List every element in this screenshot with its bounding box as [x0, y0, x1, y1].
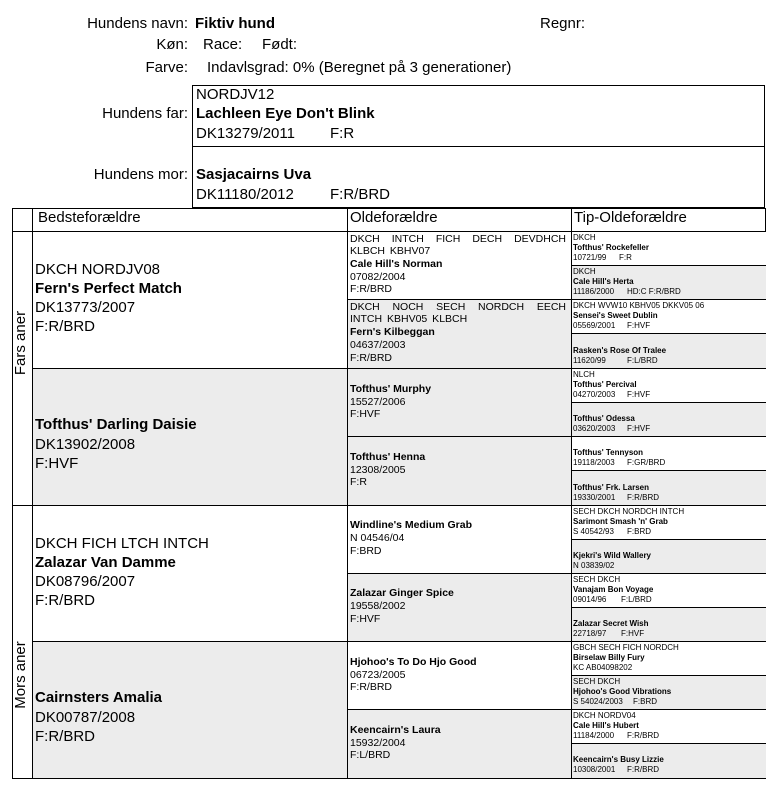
great-great-grandparent-16 [571, 744, 766, 778]
ggp-1-name: Tofthus' Rockefeller [573, 243, 649, 252]
great-grandparent-2-name: Fern's Kilbeggan [350, 326, 435, 338]
grandparent-3 [32, 506, 347, 642]
dog-name: Fiktiv hund [195, 15, 275, 32]
great-great-grandparent-15 [571, 710, 766, 744]
great-grandparent-4-hd: F:R [350, 476, 367, 488]
mother-hd: F:R/BRD [330, 186, 390, 203]
ggp-11-reg: 09014/96 [573, 595, 607, 604]
great-grandparent-1-name: Cale Hill's Norman [350, 258, 443, 270]
great-grandparent-8-hd: F:L/BRD [350, 749, 391, 761]
grandparent-1 [32, 232, 347, 369]
ggp-9-hd: F:BRD [627, 527, 651, 536]
great-great-grandparent-14 [571, 676, 766, 710]
ggp-1-titles: DKCH [573, 233, 596, 242]
ggp-15-titles: DKCH NORDV04 [573, 711, 636, 720]
ggp-11-name: Vanajam Bon Voyage [573, 585, 654, 594]
grandparent-2 [32, 369, 347, 506]
great-grandparent-7-hd: F:R/BRD [350, 681, 392, 693]
father-label: Hundens far: [102, 105, 188, 122]
ggp-14-hd: F:BRD [633, 697, 657, 706]
ggp-6-hd: F:HVF [627, 424, 651, 433]
grandparent-1-reg: DK13773/2007 [35, 299, 136, 316]
ggp-7-hd: F:GR/BRD [627, 458, 666, 467]
great-great-grandparent-1 [571, 232, 766, 266]
ggp-12-reg: 22718/97 [573, 629, 607, 638]
father-titles: NORDJV12 [196, 86, 275, 103]
ggp-6-reg: 03620/2003 [573, 424, 616, 433]
grandparent-2-reg: DK13902/2008 [35, 436, 136, 453]
ggp-14-reg: S 54024/2003 [573, 697, 623, 706]
ggp-5-titles: NLCH [573, 370, 595, 379]
great-great-grandparent-12 [571, 608, 766, 642]
great-grandparent-5 [347, 506, 571, 574]
ggp-16-name: Keencairn's Busy Lizzie [573, 755, 664, 764]
ggp-10-name: Kjekri's Wild Wallery [573, 551, 652, 560]
ggp-13-reg: KC AB04098202 [573, 663, 633, 672]
ggp-12-name: Zalazar Secret Wish [573, 619, 649, 628]
ggp-15-name: Cale Hill's Hubert [573, 721, 639, 730]
ggp-9-name: Sarimont Smash 'n' Grab [573, 517, 668, 526]
born-label: Født: [262, 36, 298, 53]
column-header-grandparents: Bedsteforældre [38, 209, 141, 226]
great-grandparent-8 [347, 710, 571, 778]
ggp-13-titles: GBCH SECH FICH NORDCH [573, 643, 679, 652]
grandparent-1-name: Fern's Perfect Match [35, 280, 182, 297]
ggp-4-name: Rasken's Rose Of Tralee [573, 346, 667, 355]
grandparent-1-titles: DKCH NORDJV08 [35, 261, 161, 278]
ggp-13-name: Birselaw Billy Fury [573, 653, 645, 662]
great-grandparent-2-reg: 04637/2003 [350, 339, 406, 351]
great-grandparent-5-reg: N 04546/04 [350, 532, 405, 544]
ggp-12-hd: F:HVF [621, 629, 645, 638]
ggp-4-reg: 11620/99 [573, 356, 606, 365]
regnr-label: Regnr: [540, 15, 586, 32]
ggp-1-hd: F:R [619, 253, 632, 262]
great-great-grandparent-8 [571, 471, 766, 506]
ggp-2-hd: HD:C F:R/BRD [627, 287, 681, 296]
ggp-10-reg: N 03839/02 [573, 561, 615, 570]
ggp-2-name: Cale Hill's Herta [573, 277, 634, 286]
great-grandparent-1 [347, 232, 571, 300]
great-great-grandparent-11 [571, 574, 766, 608]
ggp-16-reg: 10308/2001 [573, 765, 616, 774]
ggp-8-name: Tofthus' Frk. Larsen [573, 483, 649, 492]
mothers-side-label: Mors aner [12, 641, 29, 709]
grandparent-3-reg: DK08796/2007 [35, 573, 136, 590]
ggp-7-name: Tofthus' Tennyson [573, 448, 644, 457]
great-great-grandparent-7 [571, 437, 766, 471]
great-grandparent-5-name: Windline's Medium Grab [350, 519, 472, 531]
column-header-great-grandparents: Oldeforældre [350, 209, 438, 226]
great-grandparent-1-reg: 07082/2004 [350, 271, 406, 283]
ggp-3-titles: DKCH WVW10 KBHV05 DKKV05 06 [573, 301, 705, 310]
mother-label: Hundens mor: [93, 166, 188, 183]
great-grandparent-7 [347, 642, 571, 710]
great-grandparent-4-reg: 12308/2005 [350, 464, 406, 476]
great-grandparent-6-reg: 19558/2002 [350, 600, 406, 612]
grandparent-4-hd: F:R/BRD [35, 728, 95, 745]
great-grandparent-7-reg: 06723/2005 [350, 669, 406, 681]
name-label: Hundens navn: [87, 15, 188, 32]
grandparent-3-titles: DKCH FICH LTCH INTCH [35, 535, 209, 552]
great-grandparent-4 [347, 437, 571, 506]
ggp-1-reg: 10721/99 [573, 253, 607, 262]
ggp-15-reg: 11184/2000 [573, 731, 615, 740]
grandparent-3-name: Zalazar Van Damme [35, 554, 176, 571]
ggp-2-titles: DKCH [573, 267, 596, 276]
great-grandparent-1-hd: F:R/BRD [350, 283, 392, 295]
grandparent-4-name: Cairnsters Amalia [35, 689, 163, 706]
great-grandparent-1-titles: DKCH INTCH FICH DECH DEVDHCH KLBCH KBHV07 [350, 233, 566, 257]
father-reg: DK13279/2011 [196, 125, 295, 142]
ggp-5-name: Tofthus' Percival [573, 380, 637, 389]
great-great-grandparent-2 [571, 266, 766, 300]
great-grandparent-4-name: Tofthus' Henna [350, 451, 426, 463]
grandparent-3-hd: F:R/BRD [35, 592, 95, 609]
great-grandparent-2 [347, 300, 571, 369]
grandparent-1-hd: F:R/BRD [35, 318, 95, 335]
great-grandparent-6-hd: F:HVF [350, 613, 381, 625]
great-great-grandparent-13 [571, 642, 766, 676]
ggp-5-reg: 04270/2003 [573, 390, 616, 399]
ggp-8-hd: F:R/BRD [627, 493, 659, 502]
great-grandparent-7-name: Hjohoo's To Do Hjo Good [350, 656, 477, 668]
ggp-16-hd: F:R/BRD [627, 765, 659, 774]
great-grandparent-2-titles: DKCH NOCH SECH NORDCH EECH INTCH KBHV05 KLBCH [350, 301, 566, 325]
ggp-11-hd: F:L/BRD [621, 595, 652, 604]
ggp-3-name: Sensei's Sweet Dublin [573, 311, 658, 320]
great-grandparent-5-hd: F:BRD [350, 545, 382, 557]
great-great-grandparent-4 [571, 334, 766, 369]
ggp-3-hd: F:HVF [627, 321, 651, 330]
ggp-14-name: Hjohoo's Good Vibrations [573, 687, 672, 696]
ggp-2-reg: 11186/2000 [573, 287, 615, 296]
fathers-side-label: Fars aner [12, 310, 29, 376]
ggp-15-hd: F:R/BRD [627, 731, 659, 740]
ggp-6-name: Tofthus' Odessa [573, 414, 635, 423]
great-grandparent-3-name: Tofthus' Murphy [350, 383, 432, 395]
sex-label: Køn: [156, 36, 188, 53]
grandparent-4 [32, 642, 347, 778]
grandparent-4-reg: DK00787/2008 [35, 709, 136, 726]
father-name: Lachleen Eye Don't Blink [196, 105, 375, 122]
great-grandparent-3-reg: 15527/2006 [350, 396, 406, 408]
ggp-11-titles: SECH DKCH [573, 575, 621, 584]
great-grandparent-6-name: Zalazar Ginger Spice [350, 587, 454, 599]
great-grandparent-2-hd: F:R/BRD [350, 352, 392, 364]
great-great-grandparent-3 [571, 300, 766, 334]
great-grandparent-8-reg: 15932/2004 [350, 737, 406, 749]
inbreeding-info: Indavlsgrad: 0% (Beregnet på 3 generationer) [207, 59, 512, 76]
grandparent-2-hd: F:HVF [35, 455, 79, 472]
ggp-9-titles: SECH DKCH NORDCH INTCH [573, 507, 685, 516]
race-label: Race: [203, 36, 243, 53]
great-great-grandparent-10 [571, 540, 766, 574]
ggp-7-reg: 19118/2003 [573, 458, 615, 467]
grandparent-2-name: Tofthus' Darling Daisie [35, 416, 197, 433]
mother-reg: DK11180/2012 [196, 186, 294, 203]
great-great-grandparent-9 [571, 506, 766, 540]
great-great-grandparent-6 [571, 403, 766, 437]
father-hd: F:R [330, 125, 355, 142]
color-label: Farve: [145, 59, 188, 76]
ggp-9-reg: S 40542/93 [573, 527, 614, 536]
mother-name: Sasjacairns Uva [196, 166, 312, 183]
great-grandparent-8-name: Keencairn's Laura [350, 724, 441, 736]
great-grandparent-6 [347, 574, 571, 642]
column-header-great-great-grandparents: Tip-Oldeforældre [574, 209, 687, 226]
ggp-14-titles: SECH DKCH [573, 677, 621, 686]
ggp-8-reg: 19330/2001 [573, 493, 616, 502]
ggp-4-hd: F:L/BRD [627, 356, 658, 365]
great-grandparent-3-hd: F:HVF [350, 408, 381, 420]
ggp-5-hd: F:HVF [627, 390, 651, 399]
great-grandparent-3 [347, 369, 571, 437]
ggp-3-reg: 05569/2001 [573, 321, 616, 330]
great-great-grandparent-5 [571, 369, 766, 403]
